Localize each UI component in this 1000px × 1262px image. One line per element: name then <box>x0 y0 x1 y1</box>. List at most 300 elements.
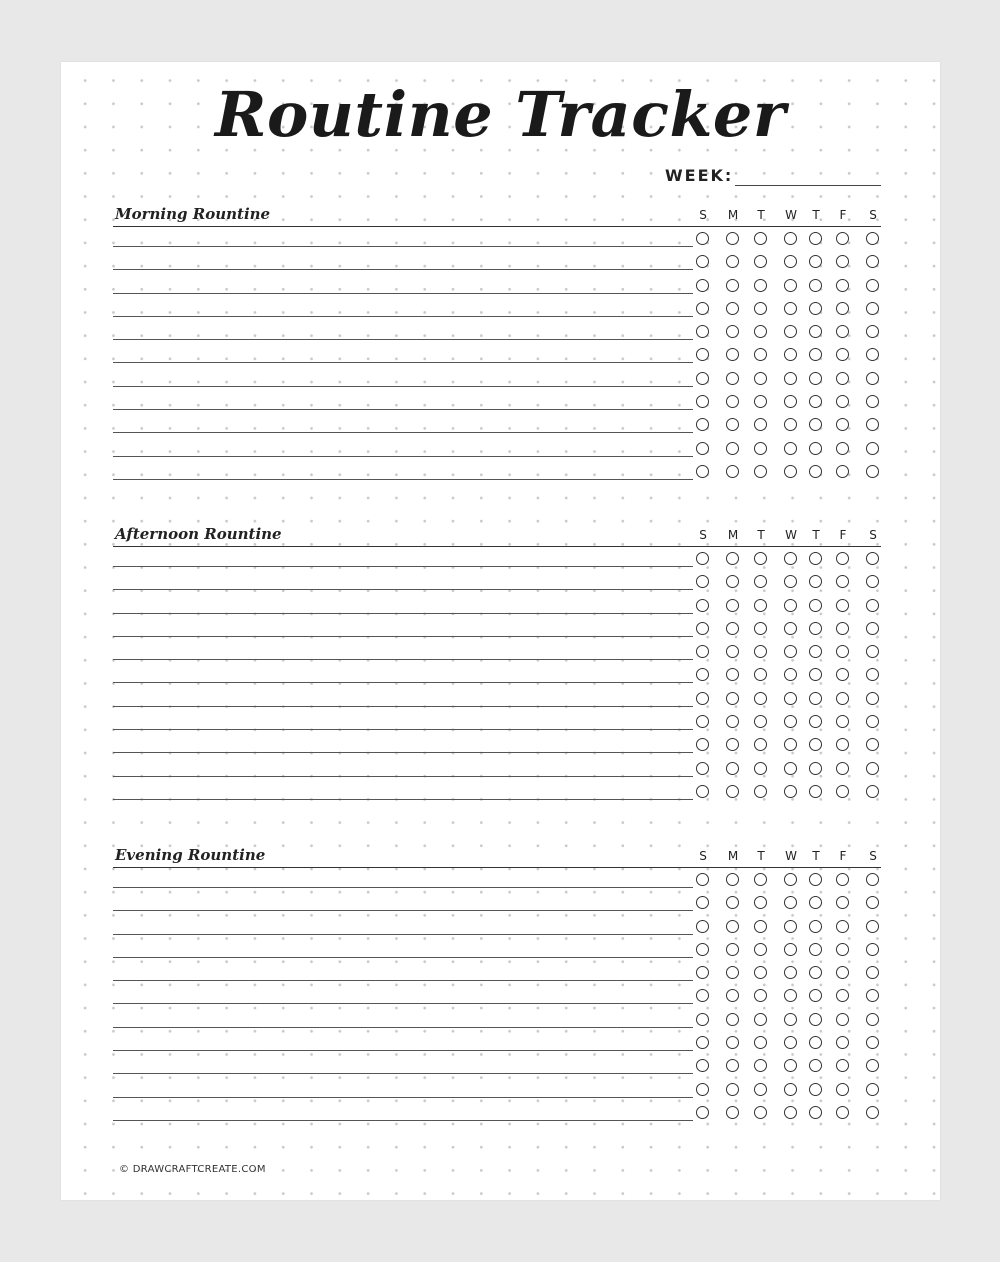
day-checkbox-circle[interactable] <box>754 622 767 635</box>
day-checkbox-circle[interactable] <box>696 715 709 728</box>
day-checkbox-circle[interactable] <box>836 966 849 979</box>
routine-write-line[interactable] <box>113 1050 693 1051</box>
day-checkbox-circle[interactable] <box>809 599 822 612</box>
day-checkbox-circle[interactable] <box>726 465 739 478</box>
day-checkbox-circle[interactable] <box>866 302 879 315</box>
day-checkbox-circle[interactable] <box>809 896 822 909</box>
day-checkbox-circle[interactable] <box>754 575 767 588</box>
day-checkbox-circle[interactable] <box>836 348 849 361</box>
day-checkbox-circle[interactable] <box>809 1013 822 1026</box>
day-checkbox-circle[interactable] <box>809 575 822 588</box>
day-checkbox-circle[interactable] <box>754 1059 767 1072</box>
day-checkbox-circle[interactable] <box>726 785 739 798</box>
day-checkbox-circle[interactable] <box>809 622 822 635</box>
day-checkbox-circle[interactable] <box>784 232 797 245</box>
day-checkbox-circle[interactable] <box>754 418 767 431</box>
routine-write-line[interactable] <box>113 293 693 294</box>
day-checkbox-circle[interactable] <box>754 645 767 658</box>
day-checkbox-circle[interactable] <box>866 232 879 245</box>
day-checkbox-circle[interactable] <box>836 442 849 455</box>
day-checkbox-circle[interactable] <box>809 715 822 728</box>
day-checkbox-circle[interactable] <box>836 715 849 728</box>
routine-row <box>113 984 881 1007</box>
day-checkbox-circle[interactable] <box>836 920 849 933</box>
day-checkbox-circle[interactable] <box>784 668 797 681</box>
day-checkbox-circle[interactable] <box>784 762 797 775</box>
routine-write-line[interactable] <box>113 456 693 457</box>
day-checkbox-circle[interactable] <box>784 715 797 728</box>
day-checkbox-circle[interactable] <box>754 1013 767 1026</box>
day-checkbox-circle[interactable] <box>696 465 709 478</box>
day-checkbox-circle[interactable] <box>836 1036 849 1049</box>
day-checkbox-circle[interactable] <box>696 372 709 385</box>
day-checkbox-circle[interactable] <box>726 1036 739 1049</box>
day-checkbox-circle[interactable] <box>784 372 797 385</box>
day-checkbox-circle[interactable] <box>754 1036 767 1049</box>
day-checkbox-circle[interactable] <box>809 645 822 658</box>
routine-write-line[interactable] <box>113 613 693 614</box>
day-checkbox-circle[interactable] <box>696 1083 709 1096</box>
day-checkbox-circle[interactable] <box>754 785 767 798</box>
routine-row <box>113 250 881 273</box>
day-checkbox-circle[interactable] <box>836 575 849 588</box>
day-checkbox-circle[interactable] <box>866 1083 879 1096</box>
routine-write-line[interactable] <box>113 432 693 433</box>
day-checkbox-circle[interactable] <box>866 715 879 728</box>
routine-write-line[interactable] <box>113 1073 693 1074</box>
routine-write-line[interactable] <box>113 706 693 707</box>
day-checkbox-circle[interactable] <box>754 442 767 455</box>
day-checkbox-circle[interactable] <box>754 873 767 886</box>
day-checkbox-circle[interactable] <box>866 1013 879 1026</box>
day-checkbox-circle[interactable] <box>784 785 797 798</box>
day-checkbox-circle[interactable] <box>784 1059 797 1072</box>
day-checkbox-circle[interactable] <box>784 325 797 338</box>
routine-write-line[interactable] <box>113 957 693 958</box>
day-checkbox-circle[interactable] <box>726 599 739 612</box>
day-checkbox-circle[interactable] <box>809 762 822 775</box>
day-checkbox-circle[interactable] <box>726 873 739 886</box>
day-checkbox-circle[interactable] <box>726 896 739 909</box>
section-header <box>113 199 881 227</box>
day-checkbox-circle[interactable] <box>809 785 822 798</box>
day-checkbox-circle[interactable] <box>726 1059 739 1072</box>
day-checkbox-circle[interactable] <box>809 395 822 408</box>
day-checkbox-circle[interactable] <box>784 599 797 612</box>
day-checkbox-circle[interactable] <box>696 232 709 245</box>
day-checkbox-circle[interactable] <box>809 552 822 565</box>
routine-write-line[interactable] <box>113 799 693 800</box>
day-checkbox-circle[interactable] <box>784 418 797 431</box>
day-checkbox-circle[interactable] <box>754 1106 767 1119</box>
day-checkbox-circle[interactable] <box>836 279 849 292</box>
routine-row <box>113 570 881 593</box>
day-checkbox-circle[interactable] <box>809 325 822 338</box>
day-checkbox-circle[interactable] <box>726 762 739 775</box>
day-checkbox-circle[interactable] <box>866 943 879 956</box>
day-checkbox-circle[interactable] <box>754 279 767 292</box>
routine-row <box>113 1101 881 1124</box>
day-checkbox-circle[interactable] <box>726 668 739 681</box>
day-checkbox-circle[interactable] <box>726 1083 739 1096</box>
day-headers <box>693 206 881 222</box>
day-checkbox-circle[interactable] <box>809 418 822 431</box>
day-checkbox-circle[interactable] <box>866 325 879 338</box>
day-checkbox-circle[interactable] <box>866 575 879 588</box>
day-checkbox-circle[interactable] <box>726 738 739 751</box>
day-checkbox-circle[interactable] <box>784 692 797 705</box>
day-checkbox-circle[interactable] <box>726 395 739 408</box>
day-checkbox-circle[interactable] <box>726 943 739 956</box>
day-checkbox-circle[interactable] <box>754 302 767 315</box>
day-checkbox-circle[interactable] <box>696 785 709 798</box>
day-checkbox-circle[interactable] <box>866 762 879 775</box>
day-checkbox-circle[interactable] <box>696 348 709 361</box>
day-checkbox-circle[interactable] <box>696 1059 709 1072</box>
day-checkbox-circle[interactable] <box>836 418 849 431</box>
day-checkbox-circle[interactable] <box>784 395 797 408</box>
day-checkbox-circle[interactable] <box>836 692 849 705</box>
day-checkbox-circle[interactable] <box>696 762 709 775</box>
day-checkbox-circle[interactable] <box>696 668 709 681</box>
day-checkbox-circle[interactable] <box>836 372 849 385</box>
day-checkbox-circle[interactable] <box>754 325 767 338</box>
day-checkbox-circle[interactable] <box>866 668 879 681</box>
day-checkbox-circle[interactable] <box>726 692 739 705</box>
day-checkbox-circle[interactable] <box>726 325 739 338</box>
day-checkbox-circle[interactable] <box>866 622 879 635</box>
routine-write-line[interactable] <box>113 659 693 660</box>
day-checkbox-circle[interactable] <box>784 552 797 565</box>
day-checkbox-circle[interactable] <box>836 896 849 909</box>
day-checkbox-circle[interactable] <box>726 645 739 658</box>
day-checkbox-circle[interactable] <box>726 418 739 431</box>
day-checkbox-circle[interactable] <box>696 302 709 315</box>
day-header: T <box>812 528 820 542</box>
day-checkbox-circle[interactable] <box>836 465 849 478</box>
routine-write-line[interactable] <box>113 682 693 683</box>
day-checkbox-circle[interactable] <box>809 1106 822 1119</box>
day-checkbox-circle[interactable] <box>754 762 767 775</box>
routine-write-line[interactable] <box>113 887 693 888</box>
day-checkbox-circle[interactable] <box>809 232 822 245</box>
day-checkbox-circle[interactable] <box>836 645 849 658</box>
routine-row <box>113 915 881 938</box>
day-checkbox-circle[interactable] <box>866 418 879 431</box>
day-checkbox-circle[interactable] <box>809 348 822 361</box>
day-checkbox-circle[interactable] <box>696 692 709 705</box>
routine-write-line[interactable] <box>113 362 693 363</box>
day-checkbox-circle[interactable] <box>726 715 739 728</box>
day-checkbox-circle[interactable] <box>726 232 739 245</box>
day-checkbox-circle[interactable] <box>696 395 709 408</box>
day-checkbox-circle[interactable] <box>836 738 849 751</box>
day-checkbox-circle[interactable] <box>866 465 879 478</box>
day-checkbox-circle[interactable] <box>784 920 797 933</box>
day-checkbox-circle[interactable] <box>866 1059 879 1072</box>
week-blank-line[interactable] <box>735 185 881 186</box>
routine-rows <box>113 547 881 803</box>
day-checkbox-circle[interactable] <box>809 1036 822 1049</box>
day-header: M <box>727 208 739 222</box>
day-checkbox-circle[interactable] <box>866 348 879 361</box>
day-checkbox-circle[interactable] <box>836 1013 849 1026</box>
day-checkbox-circle[interactable] <box>809 738 822 751</box>
day-checkbox-circle[interactable] <box>784 896 797 909</box>
day-checkbox-circle[interactable] <box>836 1083 849 1096</box>
routine-row <box>113 757 881 780</box>
day-checkbox-circle[interactable] <box>836 552 849 565</box>
day-checkbox-circle[interactable] <box>696 645 709 658</box>
routine-rows <box>113 868 881 1124</box>
day-checkbox-circle[interactable] <box>784 255 797 268</box>
day-checkbox-circle[interactable] <box>809 989 822 1002</box>
day-checkbox-circle[interactable] <box>754 395 767 408</box>
routine-write-line[interactable] <box>113 409 693 410</box>
day-checkbox-circle[interactable] <box>866 1106 879 1119</box>
day-checkbox-circle[interactable] <box>784 575 797 588</box>
day-checkbox-circle[interactable] <box>754 255 767 268</box>
day-checkbox-circle[interactable] <box>726 1013 739 1026</box>
day-checkbox-circle[interactable] <box>696 575 709 588</box>
day-checkbox-circle[interactable] <box>866 989 879 1002</box>
routine-write-line[interactable] <box>113 1003 693 1004</box>
copyright-footer: © DRAWCRAFTCREATE.COM <box>119 1164 266 1175</box>
day-checkbox-circle[interactable] <box>866 966 879 979</box>
routine-write-line[interactable] <box>113 479 693 480</box>
day-checkbox-circle[interactable] <box>784 1013 797 1026</box>
day-checkbox-circle[interactable] <box>809 279 822 292</box>
day-header: F <box>839 849 847 863</box>
day-checkbox-circle[interactable] <box>754 668 767 681</box>
routine-row <box>113 733 881 756</box>
day-checkbox-circle[interactable] <box>784 966 797 979</box>
day-checkbox-circle[interactable] <box>726 552 739 565</box>
day-header: S <box>699 208 707 222</box>
day-checkbox-circle[interactable] <box>866 896 879 909</box>
day-header: W <box>785 208 797 222</box>
day-checkbox-circle[interactable] <box>784 1036 797 1049</box>
day-checkbox-circle[interactable] <box>809 943 822 956</box>
day-checkbox-circle[interactable] <box>696 989 709 1002</box>
routine-row <box>113 367 881 390</box>
routine-row <box>113 320 881 343</box>
day-checkbox-circle[interactable] <box>726 1106 739 1119</box>
routine-write-line[interactable] <box>113 934 693 935</box>
day-checkbox-circle[interactable] <box>784 873 797 886</box>
day-checkbox-circle[interactable] <box>784 302 797 315</box>
day-checkbox-circle[interactable] <box>784 989 797 1002</box>
routine-write-line[interactable] <box>113 776 693 777</box>
day-checkbox-circle[interactable] <box>696 599 709 612</box>
day-checkbox-circle[interactable] <box>866 645 879 658</box>
day-checkbox-circle[interactable] <box>754 920 767 933</box>
day-checkbox-circle[interactable] <box>866 873 879 886</box>
day-checkbox-circle[interactable] <box>784 465 797 478</box>
day-checkbox-circle[interactable] <box>696 552 709 565</box>
day-checkbox-circle[interactable] <box>809 1059 822 1072</box>
day-checkbox-circle[interactable] <box>754 372 767 385</box>
day-checkbox-circle[interactable] <box>726 920 739 933</box>
day-checkbox-circle[interactable] <box>809 372 822 385</box>
day-checkbox-circle[interactable] <box>726 255 739 268</box>
day-checkbox-circle[interactable] <box>866 372 879 385</box>
day-checkbox-circle[interactable] <box>836 255 849 268</box>
day-checkbox-circle[interactable] <box>726 622 739 635</box>
day-checkbox-circle[interactable] <box>726 348 739 361</box>
day-checkbox-circle[interactable] <box>784 1106 797 1119</box>
day-checkbox-circle[interactable] <box>696 1013 709 1026</box>
routine-write-line[interactable] <box>113 980 693 981</box>
routine-row <box>113 437 881 460</box>
day-checkbox-circle[interactable] <box>754 348 767 361</box>
day-checkbox-circle[interactable] <box>726 279 739 292</box>
day-checkbox-circle[interactable] <box>809 966 822 979</box>
day-checkbox-circle[interactable] <box>836 395 849 408</box>
routine-row <box>113 413 881 436</box>
day-checkbox-circle[interactable] <box>836 325 849 338</box>
day-checkbox-circle[interactable] <box>866 785 879 798</box>
section-header <box>113 519 881 547</box>
day-checkbox-circle[interactable] <box>809 1083 822 1096</box>
day-checkbox-circle[interactable] <box>726 575 739 588</box>
day-checkbox-circle[interactable] <box>866 692 879 705</box>
routine-write-line[interactable] <box>113 1097 693 1098</box>
day-header: M <box>727 528 739 542</box>
day-checkbox-circle[interactable] <box>754 465 767 478</box>
day-checkbox-circle[interactable] <box>784 943 797 956</box>
day-checkbox-circle[interactable] <box>784 738 797 751</box>
routine-row <box>113 1031 881 1054</box>
day-checkbox-circle[interactable] <box>809 442 822 455</box>
routine-write-line[interactable] <box>113 636 693 637</box>
day-checkbox-circle[interactable] <box>754 738 767 751</box>
routine-write-line[interactable] <box>113 589 693 590</box>
day-checkbox-circle[interactable] <box>836 762 849 775</box>
day-checkbox-circle[interactable] <box>726 442 739 455</box>
routine-write-line[interactable] <box>113 729 693 730</box>
day-checkbox-circle[interactable] <box>696 920 709 933</box>
day-checkbox-circle[interactable] <box>754 989 767 1002</box>
day-checkbox-circle[interactable] <box>696 255 709 268</box>
day-checkbox-circle[interactable] <box>784 442 797 455</box>
day-checkbox-circle[interactable] <box>836 599 849 612</box>
day-checkbox-circle[interactable] <box>836 668 849 681</box>
day-checkbox-circle[interactable] <box>866 552 879 565</box>
day-checkbox-circle[interactable] <box>784 622 797 635</box>
day-checkbox-circle[interactable] <box>696 943 709 956</box>
day-checkbox-circle[interactable] <box>809 255 822 268</box>
day-checkbox-circle[interactable] <box>809 302 822 315</box>
day-checkbox-circle[interactable] <box>696 966 709 979</box>
day-checkbox-circle[interactable] <box>836 622 849 635</box>
day-header: T <box>812 849 820 863</box>
day-checkbox-circle[interactable] <box>866 442 879 455</box>
day-checkbox-circle[interactable] <box>836 989 849 1002</box>
day-checkbox-circle[interactable] <box>836 785 849 798</box>
routine-row <box>113 961 881 984</box>
day-checkbox-circle[interactable] <box>754 943 767 956</box>
day-checkbox-circle[interactable] <box>784 1083 797 1096</box>
week-label: WEEK: <box>665 166 734 185</box>
day-checkbox-circle[interactable] <box>809 465 822 478</box>
routine-write-line[interactable] <box>113 339 693 340</box>
day-checkbox-circle[interactable] <box>696 896 709 909</box>
day-checkbox-circle[interactable] <box>754 966 767 979</box>
day-checkbox-circle[interactable] <box>754 692 767 705</box>
routine-write-line[interactable] <box>113 910 693 911</box>
day-checkbox-circle[interactable] <box>836 302 849 315</box>
day-checkbox-circle[interactable] <box>866 255 879 268</box>
routine-write-line[interactable] <box>113 1120 693 1121</box>
day-checkbox-circle[interactable] <box>696 325 709 338</box>
day-checkbox-circle[interactable] <box>809 668 822 681</box>
routine-write-line[interactable] <box>113 316 693 317</box>
afternoon-routine-section <box>113 519 881 803</box>
routine-write-line[interactable] <box>113 246 693 247</box>
day-checkbox-circle[interactable] <box>754 599 767 612</box>
day-checkbox-circle[interactable] <box>836 232 849 245</box>
routine-write-line[interactable] <box>113 1027 693 1028</box>
day-checkbox-circle[interactable] <box>726 989 739 1002</box>
day-checkbox-circle[interactable] <box>754 552 767 565</box>
day-checkbox-circle[interactable] <box>696 873 709 886</box>
day-checkbox-circle[interactable] <box>696 622 709 635</box>
routine-write-line[interactable] <box>113 386 693 387</box>
day-checkbox-circle[interactable] <box>754 715 767 728</box>
routine-write-line[interactable] <box>113 752 693 753</box>
day-checkbox-circle[interactable] <box>754 1083 767 1096</box>
day-checkbox-circle[interactable] <box>866 599 879 612</box>
day-checkbox-circle[interactable] <box>726 372 739 385</box>
routine-write-line[interactable] <box>113 566 693 567</box>
day-headers <box>693 847 881 863</box>
day-checkbox-circle[interactable] <box>696 279 709 292</box>
day-checkbox-circle[interactable] <box>696 1106 709 1119</box>
day-checkbox-circle[interactable] <box>809 920 822 933</box>
day-checkbox-circle[interactable] <box>696 1036 709 1049</box>
day-checkbox-circle[interactable] <box>866 395 879 408</box>
day-checkbox-circle[interactable] <box>754 896 767 909</box>
day-header: F <box>839 208 847 222</box>
day-checkbox-circle[interactable] <box>809 873 822 886</box>
day-checkbox-circle[interactable] <box>836 943 849 956</box>
day-checkbox-circle[interactable] <box>726 302 739 315</box>
day-checkbox-circle[interactable] <box>696 738 709 751</box>
day-checkbox-circle[interactable] <box>866 920 879 933</box>
routine-write-line[interactable] <box>113 269 693 270</box>
day-checkbox-circle[interactable] <box>754 232 767 245</box>
day-checkbox-circle[interactable] <box>836 873 849 886</box>
routine-row <box>113 227 881 250</box>
day-checkbox-circle[interactable] <box>696 418 709 431</box>
day-header: M <box>727 849 739 863</box>
routine-row <box>113 274 881 297</box>
day-checkbox-circle[interactable] <box>696 442 709 455</box>
day-checkbox-circle[interactable] <box>726 966 739 979</box>
day-checkbox-circle[interactable] <box>836 1059 849 1072</box>
day-checkbox-circle[interactable] <box>836 1106 849 1119</box>
day-checkbox-circle[interactable] <box>866 279 879 292</box>
day-checkbox-circle[interactable] <box>866 738 879 751</box>
section-title: Evening Rountine <box>115 846 266 864</box>
day-checkbox-circle[interactable] <box>809 692 822 705</box>
day-checkbox-circle[interactable] <box>784 279 797 292</box>
day-checkbox-circle[interactable] <box>784 645 797 658</box>
day-checkbox-circle[interactable] <box>866 1036 879 1049</box>
day-checkbox-circle[interactable] <box>784 348 797 361</box>
section-title: Morning Rountine <box>115 205 271 223</box>
